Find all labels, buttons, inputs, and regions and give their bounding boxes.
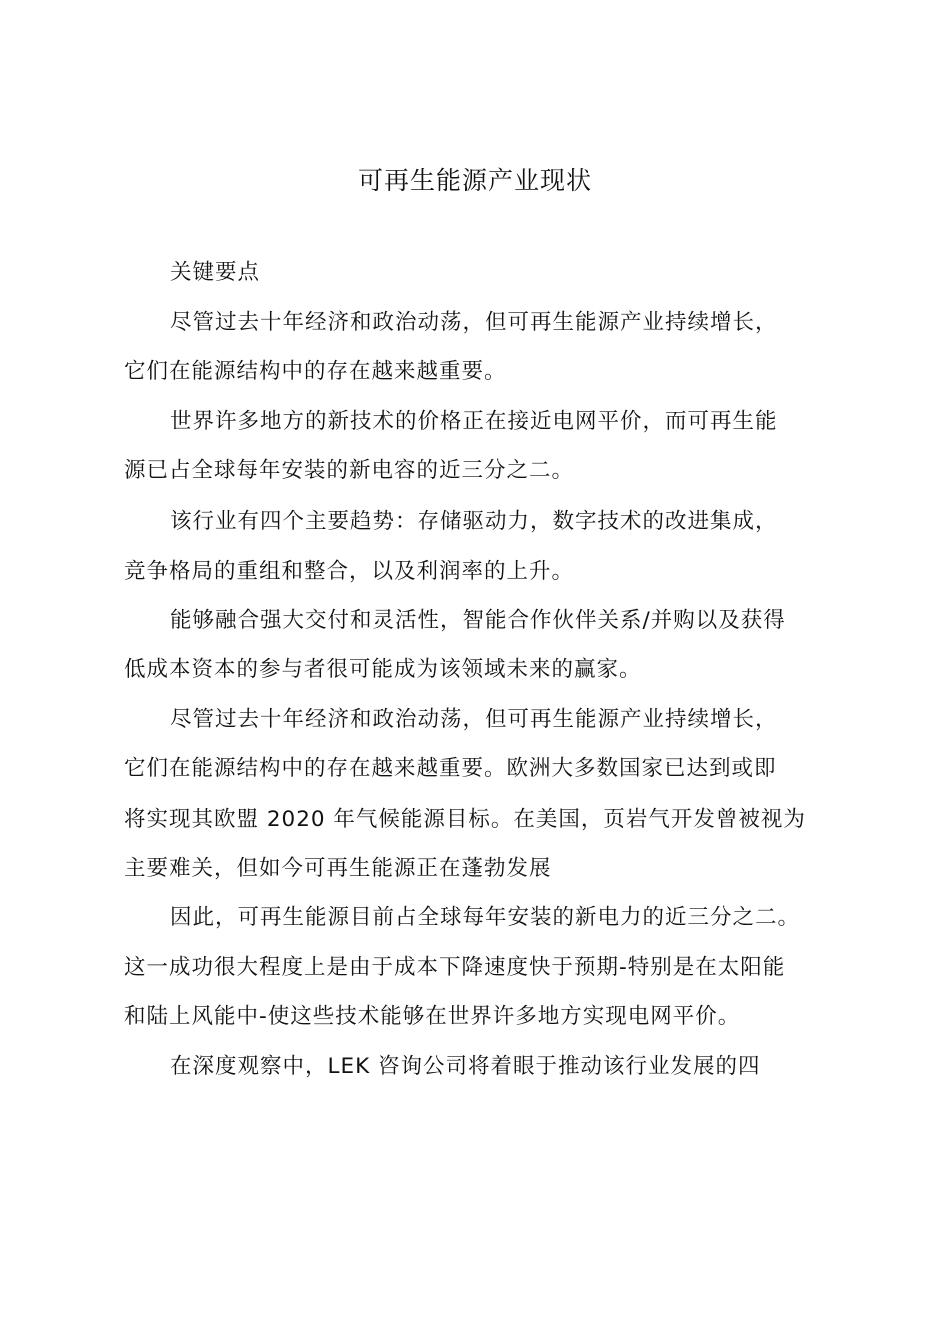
paragraph-line: 它们在能源结构中的存在越来越重要。欧洲大多数国家已达到或即 [124,756,777,781]
paragraph-line: 它们在能源结构中的存在越来越重要。 [124,359,507,384]
paragraph-line: 低成本资本的参与者很可能成为该领域未来的赢家。 [124,657,642,682]
paragraph-line: 尽管过去十年经济和政治动荡，但可再生能源产业持续增长， [170,707,778,732]
paragraph-line: 竞争格局的重组和整合，以及利润率的上升。 [124,559,575,584]
section-heading-key-points: 关键要点 [170,260,261,285]
paragraph-line: 将实现其欧盟 2020 年气候能源目标。在美国，页岩气开发曾被视为 [124,807,806,832]
paragraph-line: 源已占全球每年安装的新电容的近三分之二。 [124,458,575,483]
paragraph-line: 因此，可再生能源目前占全球每年安装的新电力的近三分之二。 [170,905,801,930]
paragraph-line: 能够融合强大交付和灵活性，智能合作伙伴关系/并购以及获得 [170,608,786,633]
paragraph-line: 这一成功很大程度上是由于成本下降速度快于预期-特别是在太阳能 [124,955,786,980]
paragraph-line: 和陆上风能中-使这些技术能够在世界许多地方实现电网平价。 [124,1004,741,1029]
document-title: 可再生能源产业现状 [357,166,592,195]
paragraph-line: 主要难关，但如今可再生能源正在蓬勃发展 [124,856,552,881]
paragraph-line: 该行业有四个主要趋势：存储驱动力，数字技术的改进集成， [170,509,778,534]
paragraph-line: 在深度观察中，LEK 咨询公司将着眼于推动该行业发展的四 [170,1054,761,1079]
paragraph-line: 尽管过去十年经济和政治动荡，但可再生能源产业持续增长， [170,310,778,335]
paragraph-line: 世界许多地方的新技术的价格正在接近电网平价，而可再生能 [170,409,778,434]
